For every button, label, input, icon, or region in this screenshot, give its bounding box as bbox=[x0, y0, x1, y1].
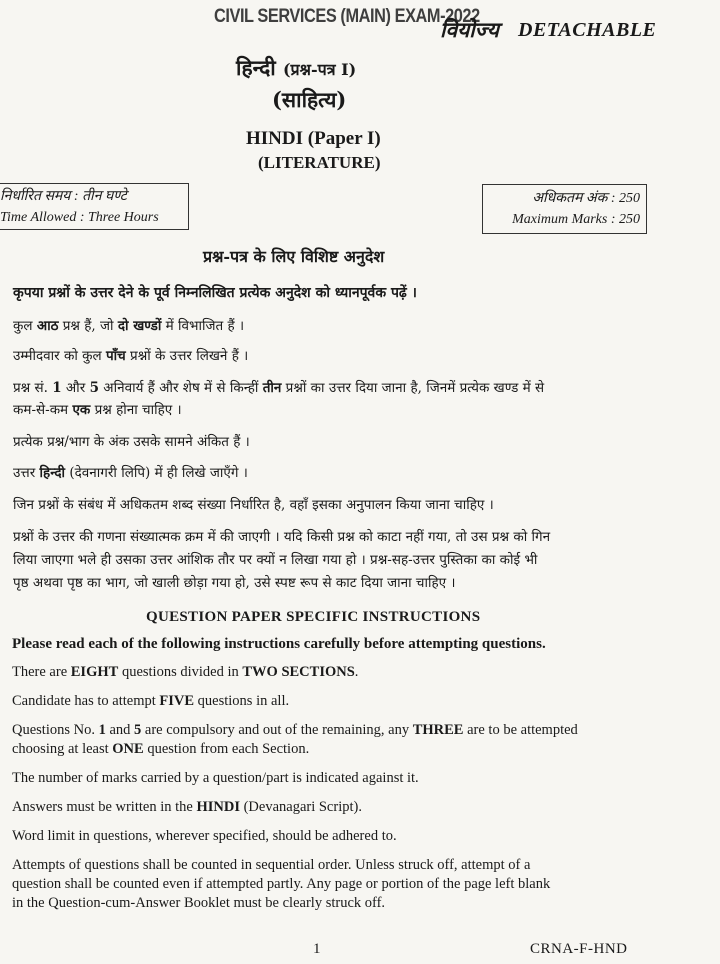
english-instructions-lead: Please read each of the following instructions carefully before attempting questions. bbox=[12, 636, 546, 652]
time-allowed-hindi: निर्धारित समय : तीन घण्टे bbox=[0, 189, 127, 204]
english-instruction-7-line-1: Attempts of questions shall be counted in sequential order. Unless struck off, attempt of a bbox=[12, 857, 531, 873]
hindi-instruction-5: उत्तर हिन्दी (देवनागरी लिपि) में ही लिखे जाएँगे । bbox=[13, 465, 248, 481]
maximum-marks-hindi: अधिकतम अंक : 250 bbox=[532, 191, 640, 206]
english-title: HINDI (Paper I) bbox=[246, 128, 381, 149]
exam-banner: CIVIL SERVICES (MAIN) EXAM-2022 bbox=[214, 6, 480, 27]
english-instruction-7-line-3: in the Question-cum-Answer Booklet must be clearly struck off. bbox=[12, 895, 386, 911]
time-allowed-box bbox=[0, 183, 189, 230]
hindi-instruction-2: उम्मीदवार को कुल पाँच प्रश्नों के उत्तर लिखने हैं । bbox=[13, 348, 249, 364]
maximum-marks-box bbox=[482, 184, 647, 234]
hindi-instruction-6: जिन प्रश्नों के संबंध में अधिकतम शब्द संख्या निर्धारित है, वहाँ इसका अनुपालन किया जाना चाहिए । bbox=[13, 497, 494, 513]
hindi-instructions-heading: प्रश्न-पत्र के लिए विशिष्ट अनुदेश bbox=[203, 247, 385, 266]
time-allowed-english: Time Allowed : Three Hours bbox=[0, 210, 159, 225]
english-instruction-7-line-2: question shall be counted even if attempted partly. Any page or portion of the page left blank bbox=[12, 876, 551, 892]
detachable-label-english: DETACHABLE bbox=[518, 19, 657, 41]
hindi-instruction-4: प्रत्येक प्रश्न/भाग के अंक उसके सामने अंकित हैं । bbox=[13, 434, 250, 450]
hindi-instruction-7-line-2: लिया जाएगा भले ही उसका उत्तर आंशिक तौर पर क्यों न लिखा गया हो । प्रश्न-सह-उत्तर पुस्तिका का कोई भी bbox=[13, 552, 538, 568]
hindi-instruction-3-line-2: कम-से-कम एक प्रश्न होना चाहिए । bbox=[13, 402, 182, 418]
hindi-instruction-7-line-1: प्रश्नों के उत्तर की गणना संख्यात्मक क्रम में की जाएगी । यदि किसी प्रश्न को काटा नहीं गया, तो उस प्रश्न को गिन bbox=[13, 529, 551, 545]
hindi-instructions-lead: कृपया प्रश्नों के उत्तर देने के पूर्व निम्नलिखित प्रत्येक अनुदेश को ध्यानपूर्वक पढ़ें । bbox=[13, 285, 417, 301]
english-instruction-5: Answers must be written in the HINDI (Devanagari Script). bbox=[12, 799, 362, 815]
english-instruction-2: Candidate has to attempt FIVE questions in all. bbox=[12, 693, 290, 709]
hindi-literature-title: (साहित्य) bbox=[272, 87, 347, 112]
english-instruction-4: The number of marks carried by a question/part is indicated against it. bbox=[12, 770, 419, 786]
english-literature-title: (LITERATURE) bbox=[258, 153, 381, 172]
detachable-label-hindi: वियोज्य bbox=[440, 17, 499, 42]
hindi-subject: हिन्दी bbox=[236, 55, 276, 80]
english-instructions-heading: QUESTION PAPER SPECIFIC INSTRUCTIONS bbox=[146, 609, 481, 625]
hindi-instruction-1: कुल आठ प्रश्न हैं, जो दो खण्डों में विभाजित हैं । bbox=[13, 318, 245, 334]
english-instruction-6: Word limit in questions, wherever specified, should be adhered to. bbox=[12, 828, 397, 844]
hindi-instruction-3-line-1: प्रश्न सं. 1 और 5 अनिवार्य हैं और शेष में से किन्हीं तीन प्रश्नों का उत्तर दिया जाना है, जिनमें प्रत्येक खण्ड में से bbox=[13, 380, 545, 396]
hindi-title bbox=[236, 54, 356, 82]
english-instruction-3-line-1: Questions No. 1 and 5 are compulsory and out of the remaining, any THREE are to be attempted bbox=[12, 722, 578, 738]
hindi-paper: (प्रश्न-पत्र I) bbox=[282, 60, 357, 79]
english-instruction-1: There are EIGHT questions divided in TWO SECTIONS. bbox=[12, 664, 359, 680]
paper-code: CRNA-F-HND bbox=[530, 941, 628, 957]
maximum-marks-english: Maximum Marks : 250 bbox=[512, 212, 640, 227]
page-number: 1 bbox=[313, 941, 321, 957]
hindi-instruction-7-line-3: पृष्ठ अथवा पृष्ठ का भाग, जो खाली छोड़ा गया हो, उसे स्पष्ट रूप से काट दिया जाना चाहिए । bbox=[13, 575, 456, 591]
english-instruction-3-line-2: choosing at least ONE question from each Section. bbox=[12, 741, 310, 757]
